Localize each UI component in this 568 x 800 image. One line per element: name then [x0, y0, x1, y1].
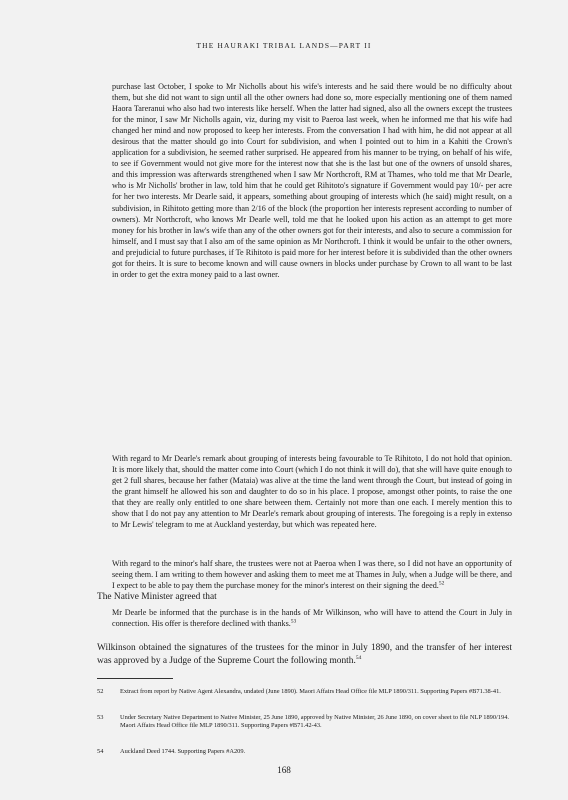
- footnote-text: Auckland Deed 1744. Supporting Papers #A209.: [120, 748, 246, 755]
- quote-paragraph: [112, 453, 512, 530]
- footnote-text: Under Secretary Native Department to Native Minister, 25 June 1890, approved by Native Minister, 26 June 1890, on cover sheet to file NLP 1890/194. Maori Affairs Head Office file MLP 1890/311. Supporting Papers #B71.42-43.: [120, 714, 509, 730]
- quote-paragraph-text: With regard to the minor's half share, the trustees were not at Paeroa when I was there, so I did not have an opportunity of seeing them. I am writing to them however and asking them to meet me at Thames in July, when a Judge will be there, and I expect to be able to pay them the purchase money for the minor's interest on their signing the deed.: [112, 559, 512, 591]
- footnote-ref-53[interactable]: 53: [290, 618, 297, 625]
- page-number: 168: [277, 765, 291, 775]
- quote-paragraph-text: With regard to Mr Dearle's remark about grouping of interests being favourable to Te Rihitoto, I do not hold that opinion. It is more likely that, should the matter come into Court (which I do not think it will do), that she will have quite enough to get 2 full shares, because her father (Mataia) was alive at the time the land went through the Court, but instead of going in the grant himself he allowed his son and daughter to do so in his place. I propose, amongst other points, to raise the one that they are really only entitled to one share between them. Certainly not more than one each. I merely mention this to show that I do not pay any attention to Mr Dearle's remark about grouping of interests. The foregoing is a reply in extenso to Mr Lewis' telegram to me at Auckland yesterday, but which was repeated here.: [112, 454, 512, 530]
- quote-paragraph: [112, 607, 512, 629]
- footnote-number: 53: [97, 714, 104, 721]
- footnote-divider: [97, 678, 173, 679]
- quote-paragraph: [112, 558, 512, 591]
- closing-paragraph-text: Wilkinson obtained the signatures of the trustees for the minor in July 1890, and the transfer of her interest was approved by a Judge of the Supreme Court the following month.: [97, 643, 512, 666]
- footnote-text: Extract from report by Native Agent Alexandra, undated (June 1890). Maori Affairs Head Office file MLP 1890/311. Supporting Papers #B71.38-41.: [120, 688, 501, 695]
- closing-paragraph: [97, 642, 512, 668]
- footnote: [97, 714, 512, 730]
- footnote: [97, 748, 512, 756]
- footnote-number: 52: [97, 688, 104, 695]
- footnote: [97, 688, 512, 696]
- intro-line: The Native Minister agreed that: [97, 592, 217, 602]
- footnote-ref-52[interactable]: 52: [438, 580, 445, 587]
- running-head: THE HAURAKI TRIBAL LANDS—PART II: [196, 41, 372, 50]
- footnote-number: 54: [97, 748, 104, 755]
- footnote-ref-54[interactable]: 54: [355, 654, 362, 661]
- quote-paragraph: purchase last October, I spoke to Mr Nicholls about his wife's interests and he said there would be no difficulty about them, but she did not want to sign until all the other owners had done so, more especially mentioning one of them named Haora Tareranui who also had two interests like herself. When the latter had signed, also all the owners except the trustees for the minor, I saw Mr Nicholls again, viz, during my visit to Paeroa last week, when he informed me that his wife had changed her mind and now proposed to keep her interests. From the conversation I had with him, he did not appear at all desirous that the matter should go into Court for subdivision, and when I pointed out to him in a Kahiti the Crown's application for a subdivision, he seemed rather surprised. He appeared from his manner to be trying, on behalf of his wife, to see if Government would not give more for the interest now that she is the last but one of the owners of unsold shares, and this impression was afterwards strengthened when I saw Mr Northcroft, RM at Thames, who told me that Mr Dearle, who is Mr Nicholls' brother in law, told him that he could get Rihitoto's signature if Government would pay 10/- per acre for her two interests. Mr Dearle said, it appears, something about grouping of interests which (he said) might result, on a subdivision, in Rihitoto getting more than 2/16 of the block (the proportion her interests represent according to number of owners). Mr Northcroft, who knows Mr Dearle well, told me that he looked upon his action as an attempt to get more money for his brother in law's wife than any of the other owners got for their interests, and also to secure a commission for himself, and I must say that I also am of the same opinion as Mr Northcroft. I think it would be unfair to the other owners, and prejudicial to future purchases, if Te Rihitoto is paid more for her interest before it is subdivided than the other owners got for theirs. It is sure to become known and will cause owners in blocks under purchase by Crown to all want to be last in order to get the extra money paid to a last owner.: [112, 82, 512, 279]
- quote-paragraph-text: Mr Dearle be informed that the purchase is in the hands of Mr Wilkinson, who will have to attend the Court in July in connection. His offer is therefore declined with thanks.: [112, 608, 512, 629]
